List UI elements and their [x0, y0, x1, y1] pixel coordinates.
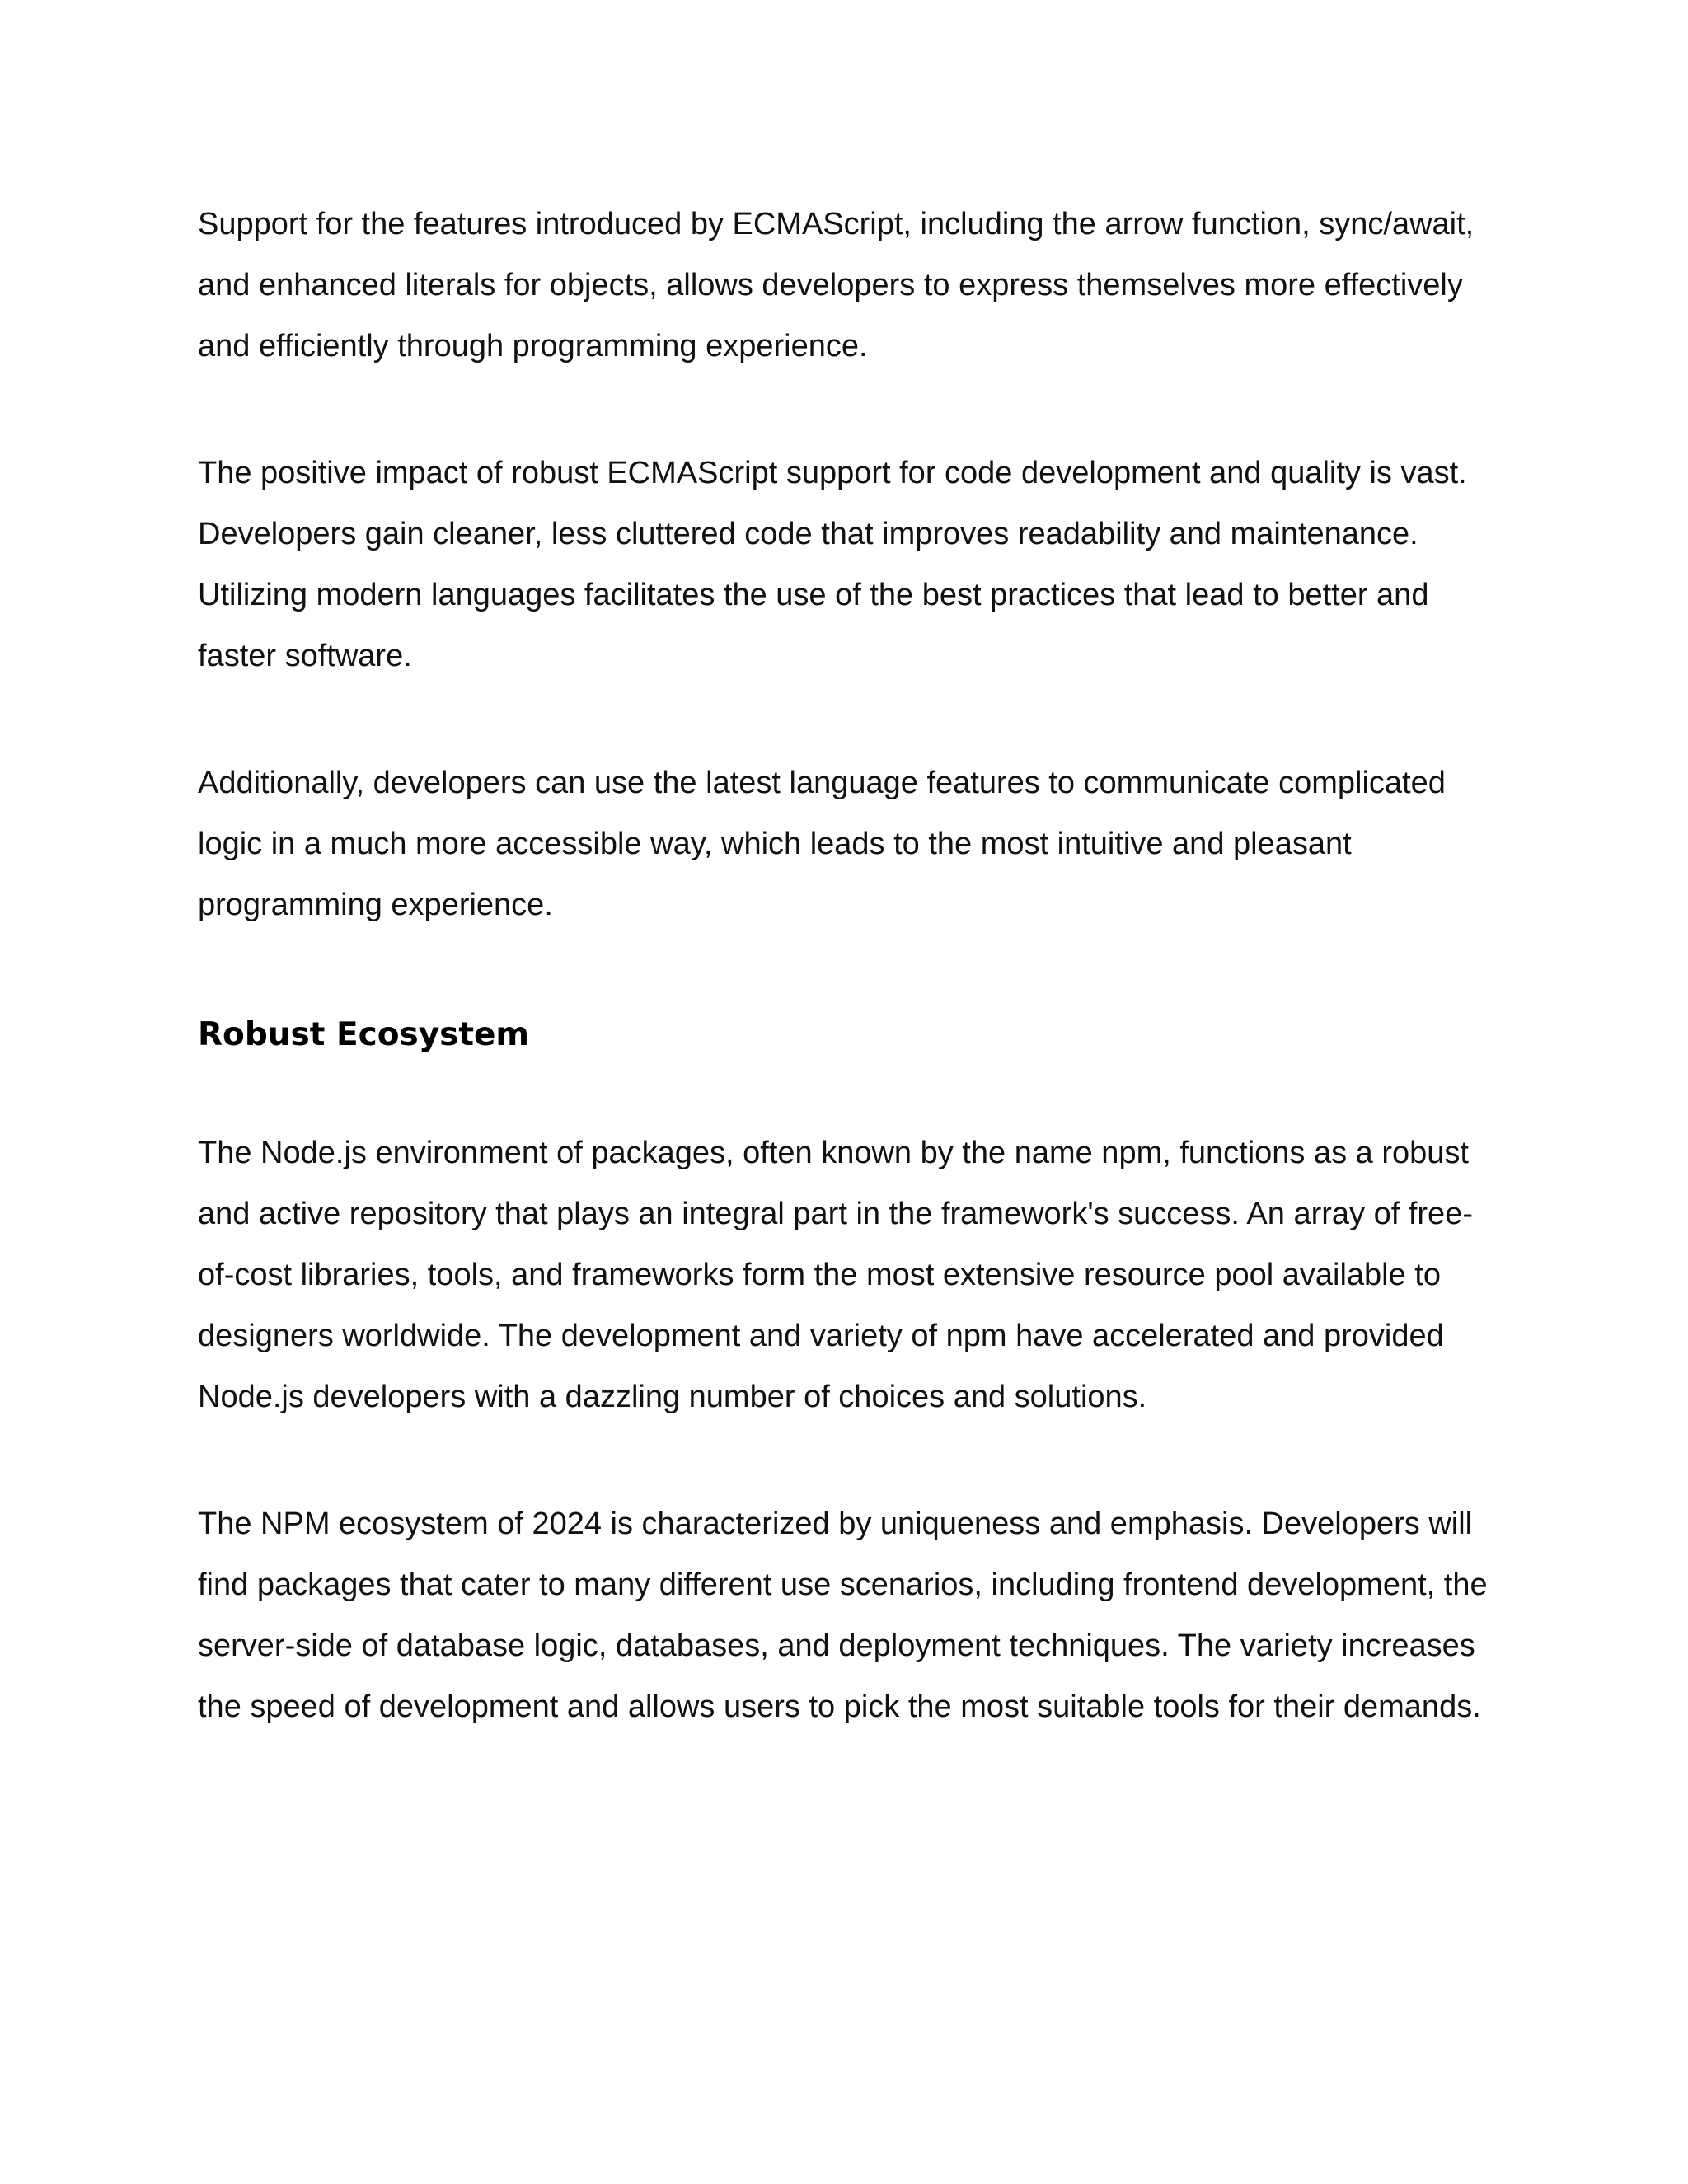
- paragraph-ecmascript-impact: The positive impact of robust ECMAScript support for code development and quality is vast. Developers gain cleaner, less cluttered code that improves readability and maintenance. Utilizing modern languages facilitates the use of the best practices that lead to better and faster software.: [198, 456, 1467, 673]
- paragraph-ecmascript-features: Support for the features introduced by ECMAScript, including the arrow function, sync/await, and enhanced literals for objects, allows developers to express themselves more effectively and efficiently through programming experience.: [198, 207, 1475, 363]
- document-page: [198, 194, 1500, 1737]
- paragraph-npm-environment: The Node.js environment of packages, often known by the name npm, functions as a robust and active repository that plays an integral part in the framework's success. An array of free-of-cost libraries, tools, and frameworks form the most extensive resource pool available to designers worldwide. The development and variety of npm have accelerated and provided Node.js developers with a dazzling number of choices and solutions.: [198, 1136, 1473, 1414]
- paragraph-language-features: Additionally, developers can use the latest language features to communicate complicated logic in a much more accessible way, which leads to the most intuitive and pleasant programming experience.: [198, 766, 1446, 922]
- section-heading-robust-ecosystem: Robust Ecosystem: [198, 1016, 530, 1053]
- paragraph-npm-ecosystem-2024: The NPM ecosystem of 2024 is characterized by uniqueness and emphasis. Developers will find packages that cater to many different use scenarios, including frontend development, the server-side of database logic, databases, and deployment techniques. The variety increases the speed of development and allows users to pick the most suitable tools for their demands.: [198, 1507, 1488, 1724]
